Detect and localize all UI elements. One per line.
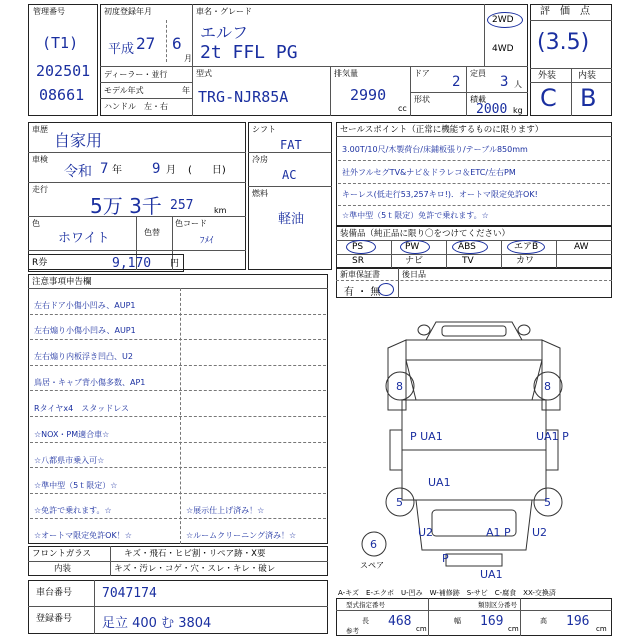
note-10: ☆オートマ限定免許OK！☆ <box>34 531 132 540</box>
note-9: ☆免許で乗れます。☆ <box>34 506 112 515</box>
model-year-unit: 年 <box>182 86 190 95</box>
dims-w-unit: cm <box>508 625 519 633</box>
header-box <box>100 4 528 116</box>
equip-pw: PW <box>405 242 420 252</box>
aircon-label: 冷房 <box>252 155 268 164</box>
sales-line-1: 3.00T/10尺/木製荷台/床鋪板張り/テーブル850mm <box>342 145 528 154</box>
notes-label: 注意事項申告欄 <box>32 277 92 287</box>
reg-label: 初度登録年月 <box>104 7 152 16</box>
history-label: 車歴 <box>32 125 48 134</box>
mgmt-line3: 08661 <box>39 86 85 104</box>
grade-ext-label: 外装 <box>538 71 557 81</box>
mark-3: P UA1 <box>410 430 443 443</box>
displacement-label: 排気量 <box>334 69 358 78</box>
note-2: 左右煽り小傷小凹み、AUP1 <box>34 326 136 335</box>
glass-value: キズ・飛石・ヒビ割・リペア跡・X要 <box>124 549 266 559</box>
color-tone-label: 色替 <box>144 228 160 237</box>
reg-year: 27 <box>136 34 156 53</box>
dims-l-label: 長 <box>362 617 369 625</box>
interior-value: キズ・汚レ・コゲ・穴・スレ・キレ・破レ <box>114 564 276 574</box>
inspection-year-unit: 年 <box>112 165 122 176</box>
equip-navi: ナビ <box>405 256 424 266</box>
note-5: Rタイヤx4 スタッドレス <box>34 404 129 413</box>
note-separator <box>30 493 326 494</box>
color-value: ホワイト <box>58 231 110 246</box>
inspection-year: 7 <box>100 161 109 177</box>
color-code-label: 色コード <box>175 219 207 228</box>
grade-ext: C <box>540 84 557 112</box>
car-grade: 2t FFL PG <box>200 42 298 63</box>
book-value: 後日品 <box>402 270 426 279</box>
mileage-value: 5万 3千 <box>90 194 162 218</box>
type-value: TRG-NJR85A <box>198 88 289 106</box>
chassis-label: 車台番号 <box>36 588 73 598</box>
color-label: 色 <box>32 219 40 228</box>
equip-airb: エアB <box>514 242 539 252</box>
mark-5: UA1 <box>428 476 451 489</box>
color-code: ﾌﾒｲ <box>200 236 214 246</box>
reg-month: 6 <box>172 34 182 53</box>
warranty-value: 有 ・ 無 <box>344 287 381 298</box>
inspection-day-unit: ( 日) <box>188 165 226 176</box>
displacement-unit: cc <box>398 104 407 113</box>
dims-w-label: 幅 <box>454 617 461 625</box>
mark-2: 8 <box>544 380 551 393</box>
dims-l: 468 <box>388 614 412 629</box>
glass-label: フロントガラス <box>32 549 91 559</box>
shape-label: 形状 <box>414 95 430 104</box>
note-separator <box>30 442 326 443</box>
dims-h: 196 <box>566 614 590 629</box>
mgmt-label: 管理番号 <box>33 7 65 16</box>
doors-label: ドア <box>414 69 430 78</box>
load-unit: kg <box>513 106 523 115</box>
dealer-label: ディーラー・並行 <box>104 70 168 79</box>
fuel-label: 燃料 <box>252 189 268 198</box>
car-name: エルフ <box>200 23 249 42</box>
note-3: 左右煽り内板浮き凹凸、U2 <box>34 352 133 361</box>
aircon-value: AC <box>282 168 297 182</box>
note-4: 鳥居・キャブ背小傷多数、AP1 <box>34 378 146 387</box>
recycle-box <box>28 254 184 272</box>
recycle-value: 9,170 <box>112 256 152 271</box>
damage-diagram <box>336 300 612 590</box>
sales-line-2: 社外フルセグTV&ナビ＆ドラレコ＆ETC/左右PM <box>342 168 516 177</box>
note-separator <box>30 518 326 519</box>
equip-tv: TV <box>462 256 474 266</box>
equip-ps: PS <box>352 242 364 252</box>
dims-h-unit: cm <box>596 625 607 633</box>
note-separator <box>30 365 326 366</box>
spare-label: スペア <box>360 561 384 570</box>
note-separator <box>30 467 326 468</box>
note-separator <box>30 314 326 315</box>
mark-4: UA1 P <box>536 430 569 443</box>
dims-r2: 類別区分番号 <box>478 601 517 609</box>
note-1: 左右ドア小傷小凹み、AUP1 <box>34 301 136 310</box>
dims-l-unit: cm <box>416 625 427 633</box>
mark-12: UA1 <box>480 568 503 581</box>
car-label: 車名・グレード <box>196 7 252 16</box>
equip-sr: SR <box>352 256 364 266</box>
shift-label: シフト <box>252 125 276 134</box>
mark-11: 6 <box>370 538 377 551</box>
capacity-value: 3 <box>500 74 509 90</box>
plate-label: 登録番号 <box>36 614 73 624</box>
equip-aw: AW <box>574 242 589 252</box>
displacement-value: 2990 <box>350 86 387 104</box>
mark-13: P <box>442 552 449 565</box>
mark-8: U2 <box>418 526 434 539</box>
note-separator <box>30 339 326 340</box>
capacity-label: 定員 <box>470 69 486 78</box>
mark-1: 8 <box>396 380 403 393</box>
recycle-unit: 円 <box>170 259 180 269</box>
grade-label: 評 価 点 <box>540 6 590 17</box>
mgmt-line1: (T1) <box>42 34 79 52</box>
equip-abs: ABS <box>458 242 476 252</box>
equip-label: 装備品（純正品に限り〇をつけてください） <box>340 229 511 239</box>
doors-value: 2 <box>452 74 461 90</box>
sales-line-3: キーレス(低走行53,257キロ!)．オートマ限定免許OK! <box>342 190 538 199</box>
type-label: 型式 <box>196 69 212 78</box>
dims-h-label: 高 <box>540 617 547 625</box>
note-separator <box>30 390 326 391</box>
note-7: ☆八都県市乗入可☆ <box>34 456 105 465</box>
model-year-label: モデル年式 <box>104 86 144 95</box>
grade-int-label: 内装 <box>578 71 597 81</box>
warranty-label: 新車保証書 <box>340 270 380 279</box>
reg-month-unit: 月 <box>184 54 192 63</box>
note-right-9: ☆展示仕上げ済み！☆ <box>186 506 265 515</box>
note-separator <box>30 416 326 417</box>
inspection-era: 令和 <box>64 164 92 180</box>
grade-score: (3.5) <box>537 30 590 55</box>
sales-label: セールスポイント（正常に機能するものに限ります） <box>340 125 544 135</box>
mark-9: A1 P <box>486 526 511 539</box>
load-value: 2000 <box>476 102 508 117</box>
capacity-unit: 人 <box>514 80 522 89</box>
legend: A-キズ E-エクボ U-凹み W-補修跡 S-サビ C-腐食 XX-交換済 <box>338 589 556 597</box>
mark-10: U2 <box>532 526 548 539</box>
note-right-10: ☆ルームクリーニング済み！☆ <box>186 531 297 540</box>
mark-6: 5 <box>396 496 403 509</box>
inspection-month-unit: 月 <box>166 165 176 176</box>
mileage-label: 走行 <box>32 185 48 194</box>
dims-w: 169 <box>480 614 504 629</box>
warranty-circle <box>378 283 394 296</box>
inspection-label: 車検 <box>32 155 48 164</box>
note-8: ☆準中型（5ｔ限定）☆ <box>34 481 118 490</box>
recycle-label: R券 <box>32 258 48 268</box>
shift-value: FAT <box>280 138 302 152</box>
mgmt-line2: 202501 <box>36 62 91 80</box>
equip-kawa: カワ <box>516 256 535 266</box>
grade-int: B <box>580 84 597 112</box>
fuel-value: 軽油 <box>278 212 305 227</box>
interior-label: 内装 <box>54 564 72 574</box>
reg-era: 平成 <box>108 42 135 57</box>
mileage-unit: km <box>214 206 227 215</box>
inspection-month: 9 <box>152 161 161 177</box>
mileage-sub: 257 <box>170 198 194 213</box>
drive-2wd: 2WD <box>492 15 514 25</box>
handle-label: ハンドル 左・右 <box>104 102 168 111</box>
dims-r1: 型式指定番号 <box>346 601 385 609</box>
plate-value: 足立 400 む 3804 <box>102 616 212 631</box>
note-6: ☆NOX・PM適合車☆ <box>34 430 110 439</box>
sales-line-4: ☆準中型（5ｔ限定）免許で乗れます。☆ <box>342 211 489 220</box>
history-value: 自家用 <box>54 131 103 150</box>
drive-4wd: 4WD <box>492 44 514 54</box>
mark-7: 5 <box>544 496 551 509</box>
chassis-value: 7047174 <box>102 586 157 601</box>
load-label: 積載 <box>470 95 486 104</box>
dims-r3: 参考 <box>346 627 359 635</box>
